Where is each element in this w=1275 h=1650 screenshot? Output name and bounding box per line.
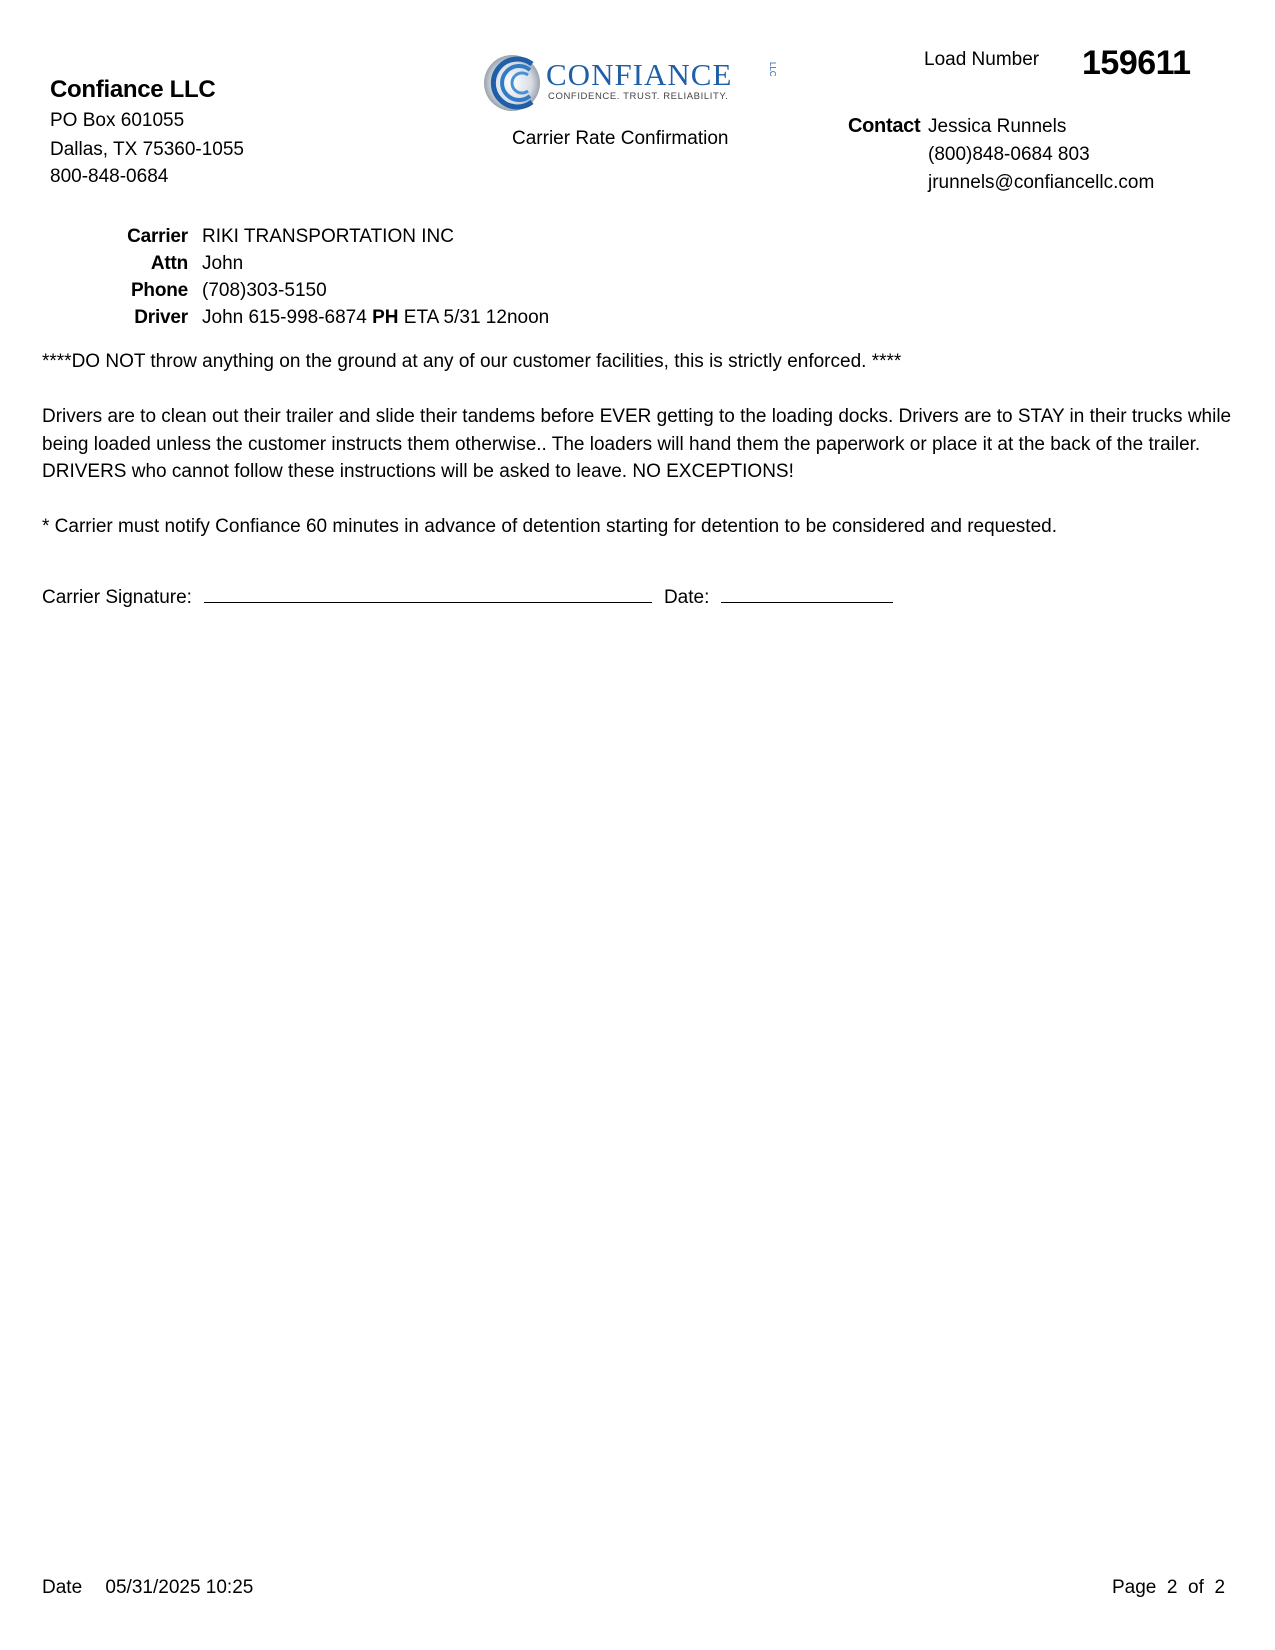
company-phone: 800-848-0684 bbox=[50, 166, 169, 187]
carrier-value: RIKI TRANSPORTATION INC bbox=[202, 226, 454, 247]
footer-date-value: 05/31/2025 10:25 bbox=[105, 1577, 254, 1598]
phone-label: Phone bbox=[130, 280, 188, 301]
footer-date bbox=[42, 1577, 253, 1599]
logo-tagline: CONFIDENCE. TRUST. RELIABILITY. bbox=[548, 91, 729, 102]
signature-line[interactable] bbox=[204, 601, 652, 603]
logo-wordmark: CONFIANCE bbox=[546, 57, 733, 92]
contact-name: Jessica Runnels bbox=[928, 116, 1067, 137]
load-number-value: 159611 bbox=[1082, 44, 1191, 82]
contact-label: Contact bbox=[848, 115, 921, 137]
attn-value: John bbox=[202, 253, 244, 274]
carrier-label: Carrier bbox=[127, 226, 188, 247]
company-name: Confiance LLC bbox=[50, 76, 216, 103]
signature-date-label: Date: bbox=[663, 587, 710, 608]
signature-row bbox=[42, 587, 893, 609]
confiance-logo bbox=[478, 50, 788, 116]
driver-value-row bbox=[202, 307, 549, 329]
signature-date-line[interactable] bbox=[721, 601, 893, 603]
notice-drivers: Drivers are to clean out their trailer and slide their tandems before EVER getting to the loading docks. Drivers are to STAY in their trucks while being loaded unless the customer instructs them otherwise.. The loaders will hand them the paperwork or place it at the back of the trailer. DRIVERS who cannot follow these instructions will be asked to leave. NO EXCEPTIONS! bbox=[42, 406, 1232, 482]
contact-phone: (800)848-0684 803 bbox=[928, 144, 1090, 165]
phone-value: (708)303-5150 bbox=[202, 280, 327, 301]
footer-date-label: Date bbox=[42, 1577, 83, 1598]
attn-label: Attn bbox=[150, 253, 188, 274]
notice-ground: ****DO NOT throw anything on the ground at any of our customer facilities, this is strictly enforced. **** bbox=[42, 351, 902, 372]
driver-eta: ETA 5/31 12noon bbox=[403, 307, 550, 328]
driver-value: John 615-998-6874 bbox=[202, 307, 367, 328]
company-address-line2: Dallas, TX 75360-1055 bbox=[50, 139, 244, 160]
driver-label: Driver bbox=[134, 307, 188, 328]
notice-detention: * Carrier must notify Confiance 60 minutes in advance of detention starting for detention to be considered and requested. bbox=[42, 516, 1057, 537]
driver-ph-label: PH bbox=[372, 307, 399, 328]
signature-label: Carrier Signature: bbox=[42, 587, 192, 608]
load-number-label: Load Number bbox=[924, 49, 1040, 70]
document-title: Carrier Rate Confirmation bbox=[512, 128, 729, 149]
footer-page-number: Page 2 of 2 bbox=[1112, 1577, 1226, 1598]
logo-swirl-icon bbox=[478, 50, 788, 116]
logo-suffix: LLC bbox=[768, 62, 777, 77]
company-address-line1: PO Box 601055 bbox=[50, 110, 185, 131]
contact-email: jrunnels@confiancellc.com bbox=[928, 172, 1155, 193]
